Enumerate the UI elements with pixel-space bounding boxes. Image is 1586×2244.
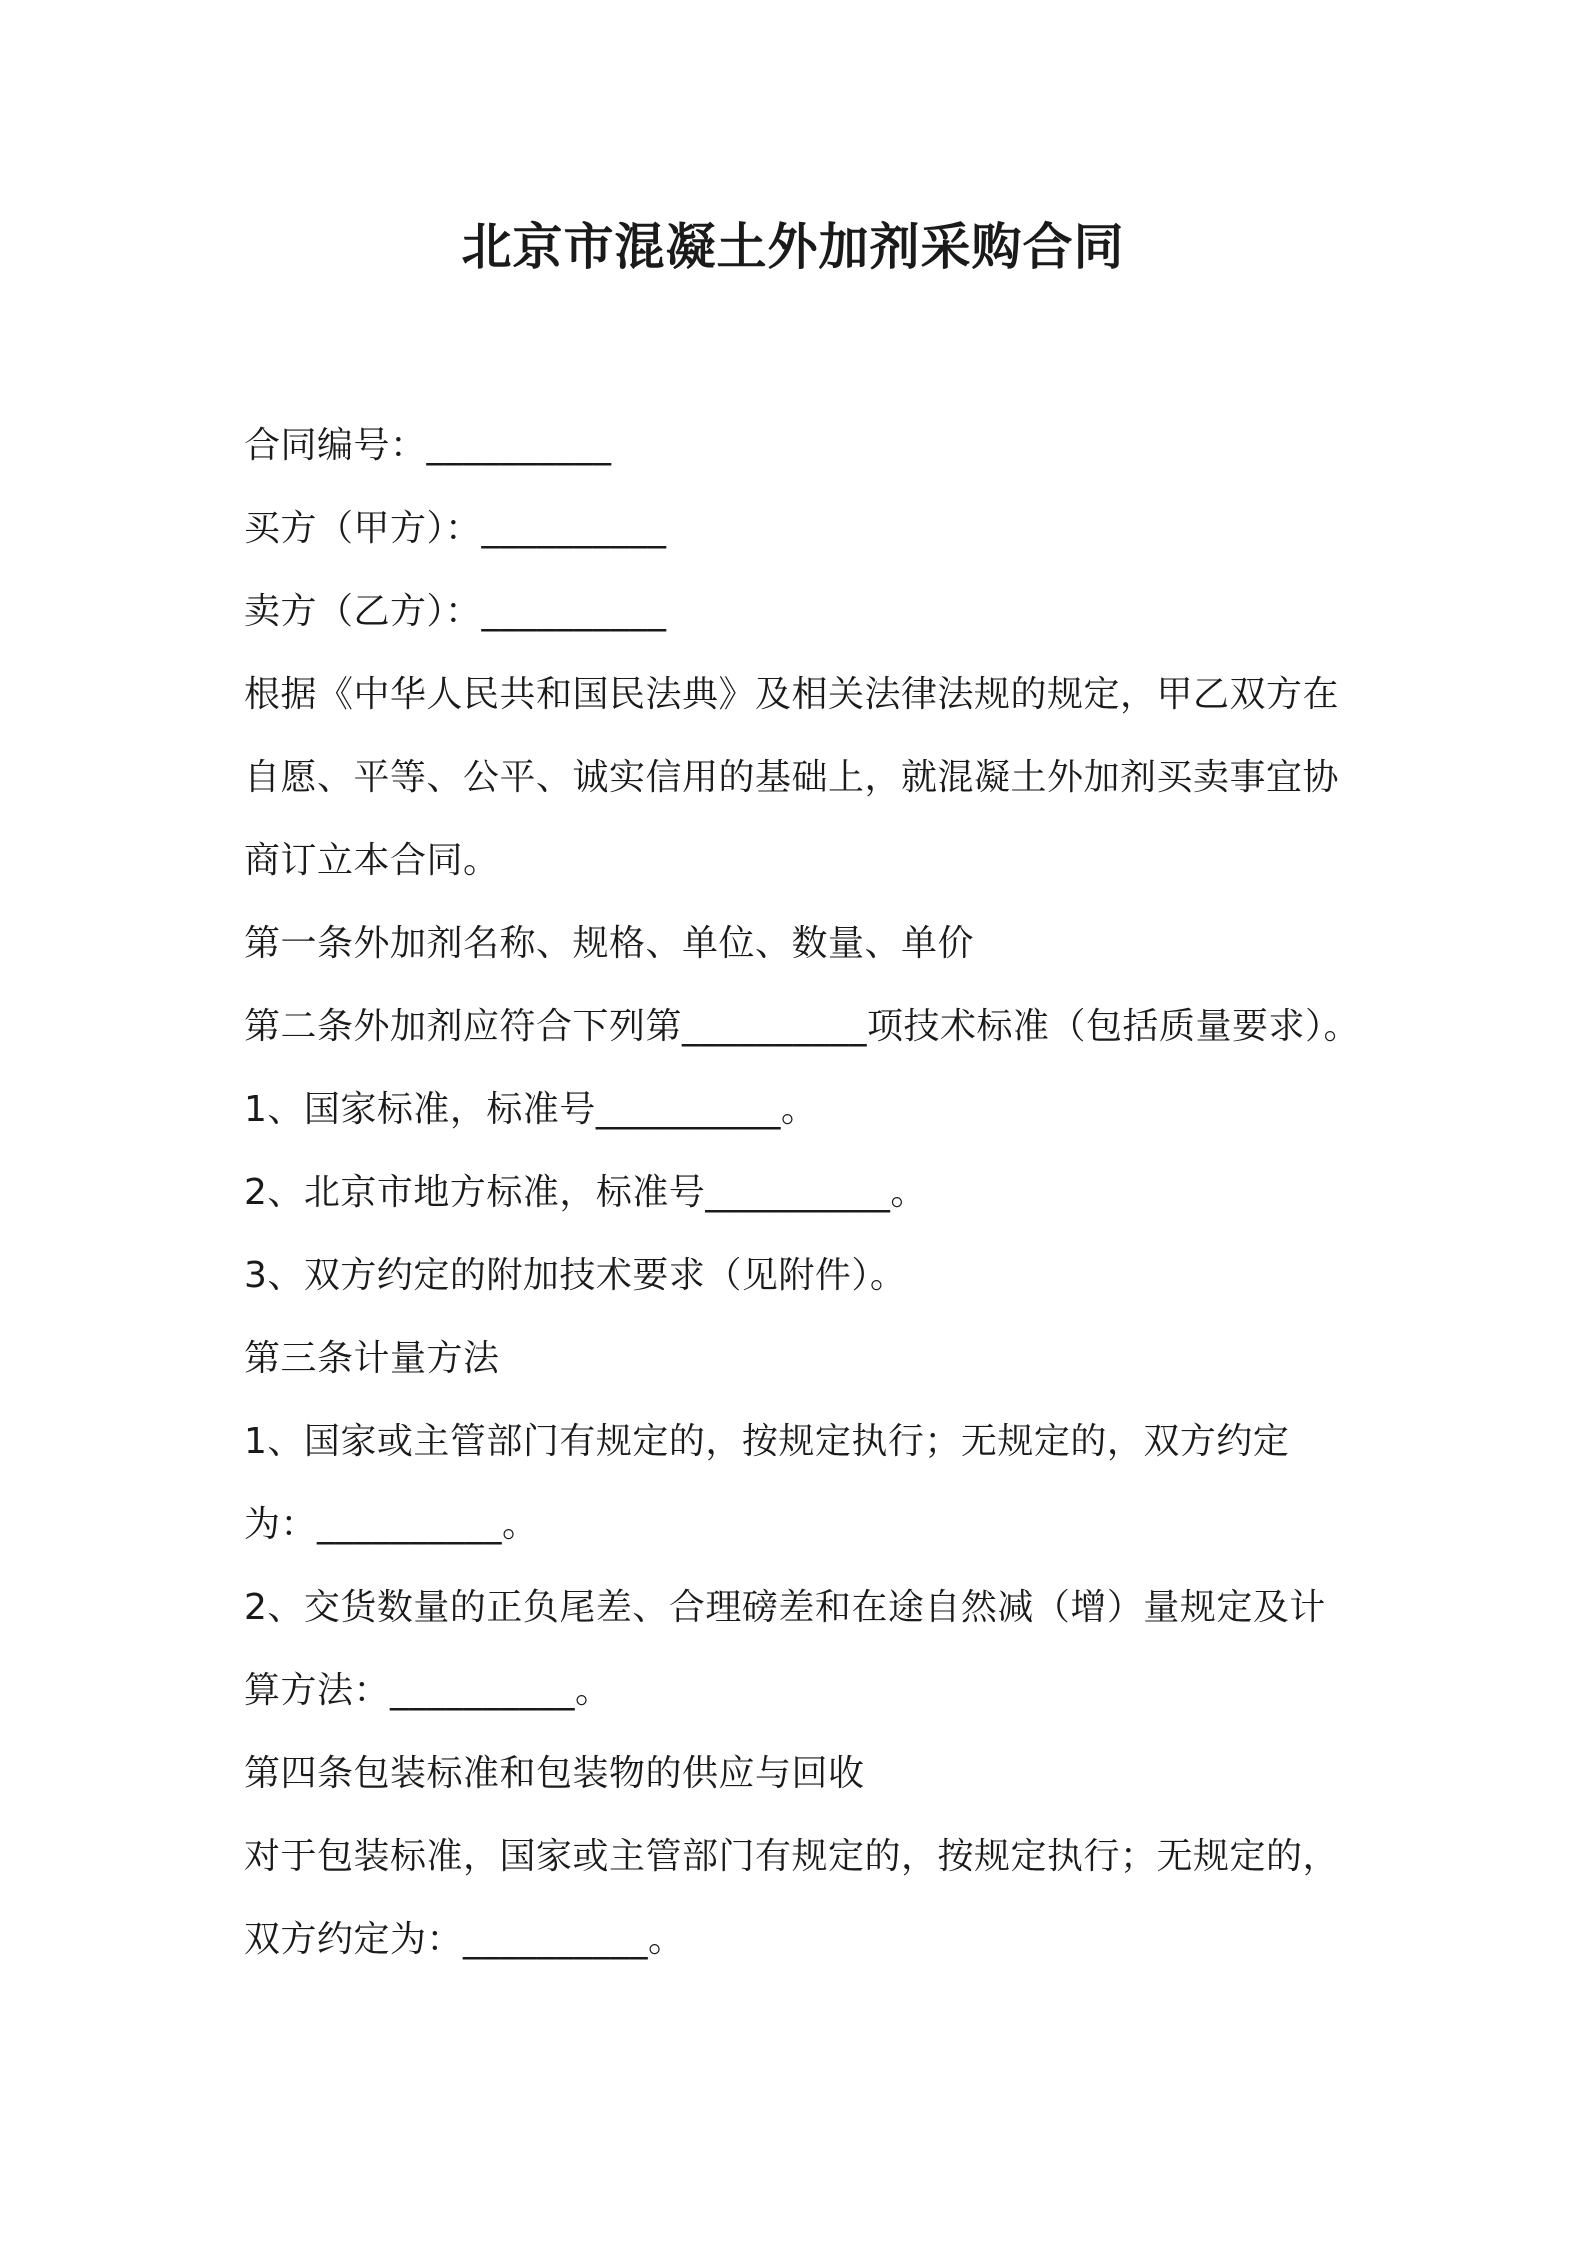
- article-2-item-1: 1、国家标准，标准号__________。: [244, 1089, 818, 1130]
- document-body: [244, 404, 1384, 1981]
- article-2-heading: 第二条外加剂应符合下列第__________项技术标准（包括质量要求）。: [244, 1006, 1361, 1047]
- article-3-item-1-cont: 为：__________。: [244, 1504, 539, 1545]
- article-4-heading: 第四条包装标准和包装物的供应与回收: [244, 1753, 865, 1794]
- article-4-text-cont: 双方约定为：__________。: [244, 1919, 685, 1960]
- article-4-text: 对于包装标准，国家或主管部门有规定的，按规定执行；无规定的，: [244, 1836, 1340, 1877]
- article-3-item-1: 1、国家或主管部门有规定的，按规定执行；无规定的，双方约定: [244, 1421, 1290, 1462]
- preamble-line: 自愿、平等、公平、诚实信用的基础上，就混凝土外加剂买卖事宜协: [244, 757, 1340, 798]
- article-2-item-3: 3、双方约定的附加技术要求（见附件）。: [244, 1255, 907, 1296]
- preamble-line: 根据《中华人民共和国民法典》及相关法律法规的规定，甲乙双方在: [244, 674, 1340, 715]
- buyer-line: 买方（甲方）：__________: [244, 508, 667, 549]
- document-title: 北京市混凝土外加剂采购合同: [461, 218, 1125, 276]
- seller-line: 卖方（乙方）：__________: [244, 591, 667, 632]
- article-3-item-2: 2、交货数量的正负尾差、合理磅差和在途自然减（增）量规定及计: [244, 1587, 1326, 1628]
- article-2-item-2: 2、北京市地方标准，标准号__________。: [244, 1172, 927, 1213]
- article-3-heading: 第三条计量方法: [244, 1338, 500, 1379]
- preamble-line: 商订立本合同。: [244, 840, 500, 881]
- article-3-item-2-cont: 算方法：__________。: [244, 1670, 612, 1711]
- contract-number-line: 合同编号：__________: [244, 425, 612, 466]
- article-1-heading: 第一条外加剂名称、规格、单位、数量、单价: [244, 923, 975, 964]
